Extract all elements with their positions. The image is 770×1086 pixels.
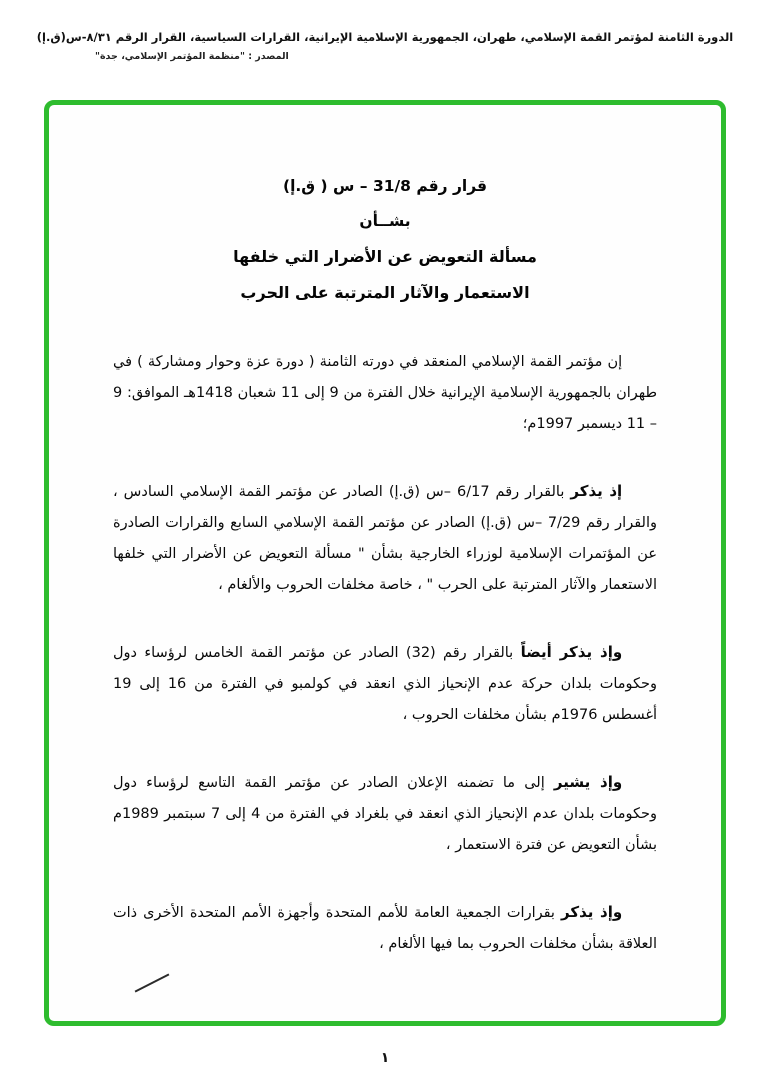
recalling-paragraph-3: [113, 897, 657, 960]
header-session-title: الدورة الثامنة لمؤتمر القمة الإسلامي، طهران، الجمهورية الإسلامية الإيرانية، القرارات السياسية، القرار الرقم ٨/٣١-س(ق.إ): [36, 30, 734, 44]
paragraph-lead: وإذ يذكر أيضاً: [520, 643, 623, 661]
header-source-line: المصدر : "منظمة المؤتمر الإسلامي، جدة": [95, 51, 289, 62]
paragraph-text: إلى ما تضمنه الإعلان الصادر عن مؤتمر القمة التاسع لرؤساء دول وحكومات بلدان عدم الإنحياز الذي انعقد في بلغراد في الفترة من 4 إلى 7 سبتمبر 1989م بشأن التعويض عن فترة الاستعمار ،: [113, 775, 657, 853]
title-block: [113, 177, 657, 302]
paragraph-lead: وإذ يذكر: [561, 903, 623, 921]
subject-line-2: الاستعمار والآثار المترتبة على الحرب: [240, 283, 530, 302]
recalling-paragraph-2: [113, 637, 657, 731]
preamble-paragraph: [113, 346, 657, 440]
subject-line-1: مسألة التعويض عن الأضرار التي خلفها: [233, 247, 537, 266]
body-text: [113, 346, 657, 960]
document-content: [49, 105, 721, 960]
paragraph-text: إن مؤتمر القمة الإسلامي المنعقد في دورته الثامنة ( دورة عزة وحوار ومشاركة ) في طهران بالجمهورية الإسلامية الإيرانية خلال الفترة من 9 إلى 11 شعبان 1418هـ الموافق: 9 – 11 ديسمبر 1997م؛: [113, 354, 657, 432]
recalling-paragraph-1: [113, 476, 657, 601]
page-number: ١: [380, 1050, 390, 1066]
paragraph-text: بالقرار رقم 6/17 –س (ق.إ) الصادر عن مؤتمر القمة الإسلامي السادس ، والقرار رقم 7/29 –س (ق.إ) الصادر عن مؤتمر القمة الإسلامي السابع والقرارات الصادرة عن المؤتمرات الإسلامية لوزراء الخارجية بشأن " مسألة التعويض عن الأضرار التي خلفها الاستعمار والآثار المترتبة على الحرب " ، خاصة مخلفات الحروب والألغام ،: [113, 484, 657, 593]
paragraph-lead: إذ يذكر: [570, 482, 623, 500]
paragraph-text: بالقرار رقم (32) الصادر عن مؤتمر القمة الخامس لرؤساء دول وحكومات بلدان حركة عدم الإنحياز الذي انعقد في كولمبو في الفترة من 16 إلى 19 أغسطس 1976م بشأن مخلفات الحروب ،: [113, 645, 657, 723]
document-frame: [44, 100, 726, 1026]
page-header: [20, 30, 750, 62]
regarding-label: بشــأن: [359, 212, 411, 230]
resolution-number-line: قرار رقم 31/8 – س ( ق.إ): [282, 177, 488, 195]
paragraph-lead: وإذ يشير: [553, 773, 623, 791]
paragraph-text: بقرارات الجمعية العامة للأمم المتحدة وأجهزة الأمم المتحدة الأخرى ذات العلاقة بشأن مخلفات الحروب بما فيها الألغام ،: [113, 905, 657, 952]
noting-paragraph: [113, 767, 657, 861]
